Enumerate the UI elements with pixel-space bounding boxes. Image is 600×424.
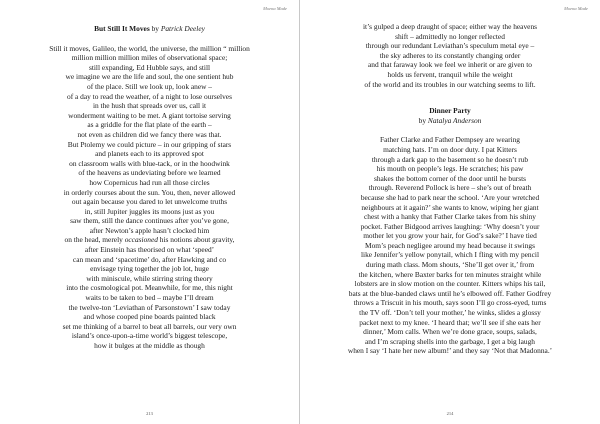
story-text xyxy=(314,135,586,356)
text-line: of the heavens as undeviating before we learned xyxy=(78,168,221,178)
right-content xyxy=(314,22,586,356)
text-line: we imagine we are the life and soul, the one sentient hub xyxy=(65,72,234,82)
text-line: holds us fervent, tranquil while the weight xyxy=(387,69,513,79)
text-line: it’s gulped a deep draught of space; either way the heavens xyxy=(362,22,538,31)
right-page xyxy=(300,0,600,424)
text-line: of a day to read the weather, of a night to lose ourselves xyxy=(67,91,232,101)
text-line: during math class. Mom shouts, ‘She’ll get over it,’ from xyxy=(365,260,535,270)
text-line: envisage tying together the job lot, huge xyxy=(90,264,209,274)
poem-continuation xyxy=(314,22,586,89)
text-line: lobsters are in slow motion on the counter. Kitters whips his tail, xyxy=(354,279,546,289)
text-line: packet next to my knee. ‘I heard that; we’ll see if she eats her xyxy=(359,317,541,327)
text-line: in the hush that spreads over us, call it xyxy=(92,101,207,111)
text-line: waits to be taken to bed – maybe I’ll dream xyxy=(85,293,214,303)
text-line: Mom’s peach negligee around my head because it swings xyxy=(365,240,535,250)
poem-author: Patrick Deeley xyxy=(160,24,205,33)
text-line: saw them, still the dance continues after you’ve gone, xyxy=(70,216,229,226)
text-line: how it bulges at the middle as though xyxy=(94,341,205,350)
page-number: 213 xyxy=(146,411,153,416)
text-line: with miniscule, while stirring string theory xyxy=(86,273,213,283)
text-line: as a griddle for the flat plate of the earth – xyxy=(87,120,212,130)
text-line: and whose cooped pine boards painted black xyxy=(83,312,216,322)
text-line: after Einstein has theorised on what ‘speed’ xyxy=(84,245,215,255)
text-line: dinner,’ Mom calls. When we’re done grace, soups, salads, xyxy=(363,327,537,337)
text-line: after Newton’s apple hasn’t clocked him xyxy=(89,225,210,235)
text-line: when I say ‘I hate her new album!’ and they say ‘Not that Madonna.’ xyxy=(347,346,553,356)
story-author: Natalya Anderson xyxy=(427,115,482,125)
story-title: Dinner Party xyxy=(429,106,471,116)
text-line: through our redundant Leviathan’s speculum metal eye – xyxy=(365,41,535,51)
text-line: the kitchen, where Baxter barks for ten minutes straight while xyxy=(358,269,542,279)
text-line: not even as children did we fancy there was that. xyxy=(77,129,222,139)
text-line: neighbours at it again?’ she wants to know, wiping her giant xyxy=(361,202,539,212)
text-line: chest with a hanky that Father Clarke takes from his shiny xyxy=(364,212,536,222)
text-line: still expanding, Ed Hubble says, and still xyxy=(88,62,211,72)
text-line: on classroom walls with blue-tack, or in the hoodwink xyxy=(69,158,230,168)
poem-block xyxy=(14,24,285,351)
text-line: Still it moves, Galileo, the world, the universe, the million “ million xyxy=(49,43,250,53)
text-line: in orderly courses about the sun. You, then, never allowed xyxy=(63,187,236,197)
page-number: 214 xyxy=(446,411,454,416)
text-line: throws a Triscuit in his mouth, says soon I’ll go cross-eyed, turns xyxy=(353,298,547,308)
text-line: his mouth on people’s legs. He scratches; his paw xyxy=(376,164,524,174)
text-line: can mean and ‘spacetime’ do, after Hawking and co xyxy=(72,254,227,264)
text-line: of the world and its troubles in our watching seems to lift. xyxy=(364,79,536,89)
text-line: bats at the blue-banded claws until he’s elbowed off. Father Godfrey xyxy=(348,288,552,298)
text-line: the sky adheres to its constantly changing order xyxy=(379,50,521,60)
text-line: like Jennifer’s yellow ponytail, which I fling with my pencil xyxy=(360,250,540,260)
running-head: Moena Made xyxy=(564,6,588,11)
by-label: by xyxy=(151,24,159,33)
text-line: through. Reverend Pollock is here – she’s out of breath xyxy=(368,183,532,193)
by-label: by xyxy=(418,115,427,125)
text-line: of the place. Still we look up, look anew – xyxy=(87,81,212,91)
text-line: shakes the bottom corner of the door until he bursts xyxy=(373,173,527,183)
text-line: million million million miles of observational space; xyxy=(71,53,228,63)
text-line: and planets each to its approved spot xyxy=(95,149,204,159)
text-line: in, still Jupiter juggles its moons just as you xyxy=(84,206,215,216)
text-line: and I’m scraping shells into the garbage, I get a big laugh xyxy=(365,336,535,346)
text-line: how Copernicus had run all those circles xyxy=(89,177,210,187)
text-line: the TV off. ‘Don’t tell your mother,’ he winks, slides a glossy xyxy=(359,308,541,318)
text-line: shift – admittedly no longer reflected xyxy=(395,31,505,41)
text-line: on the head, merely occasioned his notions about gravity, xyxy=(64,235,235,245)
running-head: Moena Made xyxy=(263,6,287,11)
text-line: out again because you dared to let unwelcome truths xyxy=(71,197,228,207)
text-line: island’s once-upon-a-time world’s biggest telescope, xyxy=(71,331,228,341)
text-line: Father Clarke and Father Dempsey are wearing xyxy=(380,135,520,145)
text-line: pocket. Father Bidgood arrives laughing: ‘Why doesn’t your xyxy=(360,221,540,231)
text-line: matching hats. I’m on door duty. I pat Kitters xyxy=(383,144,517,154)
text-line: mother let you grow your hair, for God’s sake?’ I have tied xyxy=(363,231,537,241)
text-line: and that faraway look we feel we inherit or are given to xyxy=(368,60,532,70)
text-line: the twelve-ton ‘Leviathan of Parsonstown’ I saw today xyxy=(68,302,231,312)
poem-lines xyxy=(14,44,285,351)
text-line: set me thinking of a barrel to beat all barrels, our very own xyxy=(62,321,237,331)
text-line: But Ptolemy we could picture – in our gripping of stars xyxy=(67,139,232,149)
text-line: wonderment waiting to be met. A giant tortoise serving xyxy=(68,110,231,120)
text-line: into the cosmological pot. Meanwhile, for me, this night xyxy=(66,283,233,293)
text-line: through a dark gap to the basement so he doesn’t rub xyxy=(371,154,529,164)
text-line: because she had to park near the school. ‘Are your wretched xyxy=(360,192,540,202)
story-byline xyxy=(314,116,586,126)
poem-heading xyxy=(14,24,285,34)
poem-title: But Still It Moves xyxy=(94,24,150,33)
